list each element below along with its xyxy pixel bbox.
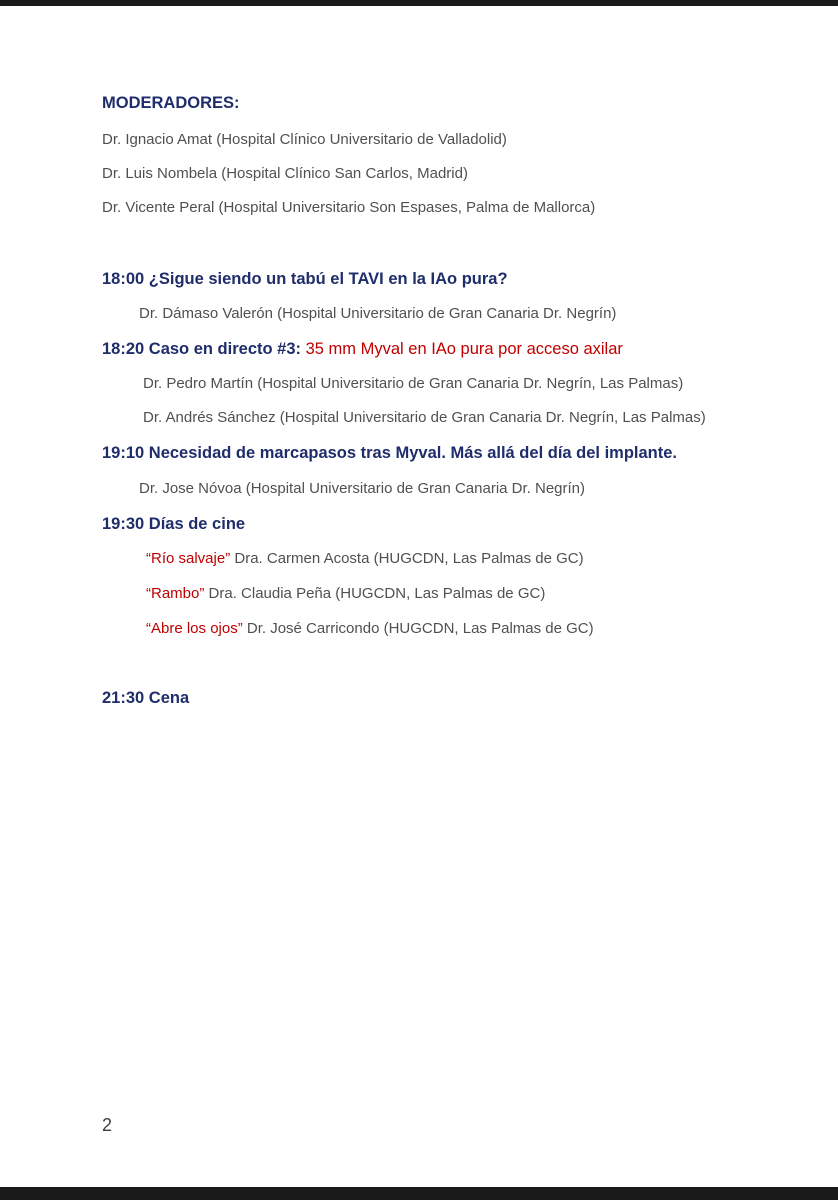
- session-1820-highlight: 35 mm Myval en IAo pura por acceso axilar: [301, 340, 623, 358]
- session-1800-speaker: Dr. Dámaso Valerón (Hospital Universitario de Gran Canaria Dr. Negrín): [139, 305, 617, 322]
- film-speaker-2: Dra. Claudia Peña (HUGCDN, Las Palmas de GC): [204, 585, 546, 602]
- film-speaker-1: Dra. Carmen Acosta (HUGCDN, Las Palmas de GC): [230, 550, 584, 567]
- film-title-2: “Rambo”: [146, 585, 205, 602]
- document-page: [0, 6, 838, 1187]
- film-item-3: [146, 620, 594, 637]
- moderator-3: Dr. Vicente Peral (Hospital Universitario Son Espases, Palma de Mallorca): [102, 199, 596, 216]
- moderator-1: Dr. Ignacio Amat (Hospital Clínico Universitario de Valladolid): [102, 131, 507, 148]
- session-1910-title: 19:10 Necesidad de marcapasos tras Myval. Más allá del día del implante.: [102, 444, 678, 462]
- moderator-2: Dr. Luis Nombela (Hospital Clínico San Carlos, Madrid): [102, 165, 468, 182]
- moderators-heading: MODERADORES:: [102, 94, 240, 112]
- film-title-3: “Abre los ojos”: [146, 620, 243, 637]
- session-1820-title: [102, 340, 623, 359]
- film-speaker-3: Dr. José Carricondo (HUGCDN, Las Palmas de GC): [242, 620, 594, 637]
- film-item-2: [146, 585, 545, 602]
- page-number: 2: [102, 1115, 113, 1135]
- session-2130-title: 21:30 Cena: [102, 689, 190, 707]
- session-1910-speaker: Dr. Jose Nóvoa (Hospital Universitario de Gran Canaria Dr. Negrín): [139, 480, 586, 497]
- film-title-1: “Río salvaje”: [146, 550, 231, 567]
- session-1820-speaker-2: Dr. Andrés Sánchez (Hospital Universitario de Gran Canaria Dr. Negrín, Las Palmas): [143, 409, 706, 426]
- film-item-1: [146, 550, 584, 567]
- session-1820-speaker-1: Dr. Pedro Martín (Hospital Universitario de Gran Canaria Dr. Negrín, Las Palmas): [143, 375, 684, 392]
- session-1930-title: 19:30 Días de cine: [102, 515, 246, 533]
- session-1820-prefix: 18:20 Caso en directo #3:: [102, 340, 301, 358]
- session-1800-title: 18:00 ¿Sigue siendo un tabú el TAVI en la IAo pura?: [102, 270, 508, 288]
